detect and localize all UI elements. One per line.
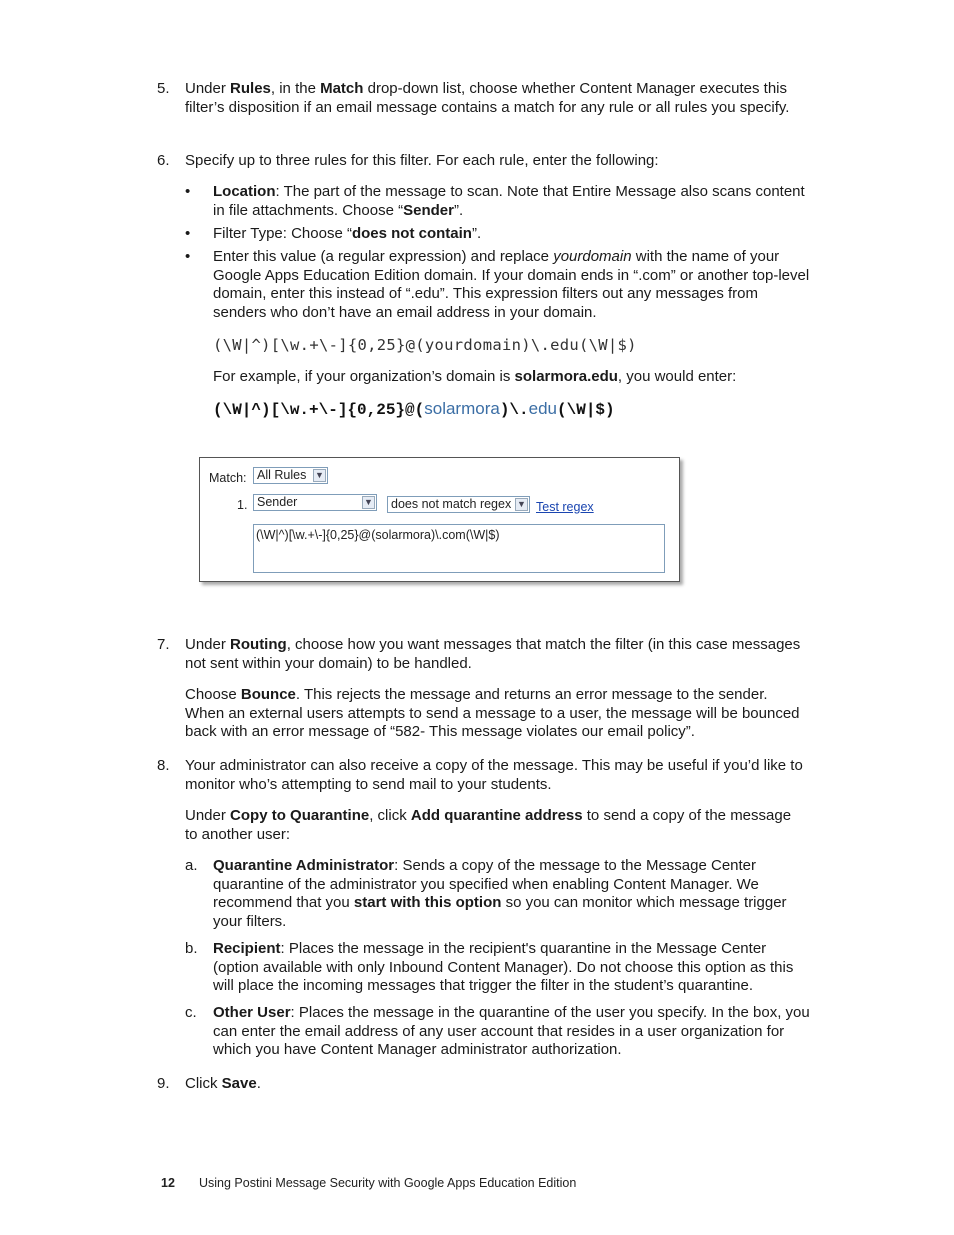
regex-generic: (\W|^)[\w.+\-]{0,25}@(yourdomain)\.edu(\W|$) [213, 336, 637, 354]
regex-textarea[interactable]: (\W|^)[\w.+\-]{0,25}@(solarmora)\.com(\W|$) [253, 524, 665, 573]
step-text: Your administrator can also receive a copy of the message. This may be useful if you’d like to monitor who’s attempting to send mail to your students. [185, 757, 803, 793]
step-7-bounce: Choose Bounce. This rejects the message and returns an error message to the sender. When an external users attempts to send a message to a user, the message will be bounced back with an error message of “582- This message violates our email policy”. [185, 686, 800, 741]
step-number: 5. [157, 80, 170, 97]
option-a: a. Quarantine Administrator: Sends a copy of the message to the Message Center quarantine of the administrator you specified when enabling Content Manager. We recommend that you start with this option so you can monitor which message trigger your filters. [185, 857, 787, 930]
bullet-value: • Enter this value (a regular expression) and replace yourdomain with the name of your Google Apps Education Edition domain. If your domain ends in “.com” or another top-level domain, enter this instead of “.edu”. This expression filters out any messages from senders who don’t have an email address in your domain. [185, 248, 810, 321]
option-label: b. [185, 940, 198, 957]
step-8 [157, 757, 807, 794]
bullet-icon: • [185, 183, 191, 200]
regex-example: (\W|^)[\w.+\-]{0,25}@(solarmora)\.edu(\W|$) [213, 399, 615, 419]
match-label: Match: [209, 471, 247, 485]
step-number: 6. [157, 152, 170, 169]
footer-title: Using Postini Message Security with Google Apps Education Edition [199, 1176, 577, 1190]
step-8-quarantine: Under Copy to Quarantine, click Add quarantine address to send a copy of the message to another user: [185, 807, 792, 843]
chevron-down-icon: ▼ [515, 498, 528, 511]
option-label: a. [185, 857, 198, 874]
step-text: Under Routing, choose how you want messages that match the filter (in this case messages not sent within your domain) to be handled. [185, 636, 801, 672]
step-9: 9. Click Save. [157, 1075, 261, 1092]
bullet-icon: • [185, 248, 191, 265]
option-label: c. [185, 1004, 197, 1021]
step-text: Under Rules, in the Match drop-down list, choose whether Content Manager executes this filter’s disposition if an email message contains a match for any rule or all rules you specify. [185, 80, 790, 116]
step-number: 8. [157, 757, 170, 774]
chevron-down-icon: ▼ [362, 496, 375, 509]
bullet-icon: • [185, 225, 191, 242]
step-text: Specify up to three rules for this filter. For each rule, enter the following: [185, 152, 659, 169]
step-7 [157, 636, 807, 673]
step-5 [157, 80, 807, 117]
filter-type-select[interactable]: does not match regex ▼ [387, 496, 530, 513]
option-b: b. Recipient: Places the message in the recipient's quarantine in the Message Center (option available with only Inbound Content Manager). Do not choose this option as this will place the incoming messages that trigger the filter in the student’s quarantine. [185, 940, 794, 995]
rule-number: 1. [237, 498, 248, 512]
page-number: 12 [161, 1176, 175, 1190]
chevron-down-icon: ▼ [313, 469, 326, 482]
step-number: 9. [157, 1075, 170, 1092]
test-regex-link[interactable]: Test regex [536, 500, 594, 514]
match-select[interactable]: All Rules ▼ [253, 467, 328, 484]
location-select[interactable]: Sender ▼ [253, 494, 377, 511]
example-text: For example, if your organization’s domain is solarmora.edu, you would enter: [213, 368, 737, 385]
option-c: c. Other User: Places the message in the quarantine of the user you specify. In the box, you can enter the email address of any user account that resides in a user organization for which you have Content Manager administrator authorization. [185, 1004, 810, 1059]
step-number: 7. [157, 636, 170, 653]
filter-rule-panel [199, 457, 680, 582]
step-6 [157, 152, 807, 171]
bullet-filter-type: • Filter Type: Choose “does not contain”. [185, 225, 482, 242]
bullet-location: • Location: The part of the message to scan. Note that Entire Message also scans content in file attachments. Choose “Sender”. [185, 183, 805, 219]
